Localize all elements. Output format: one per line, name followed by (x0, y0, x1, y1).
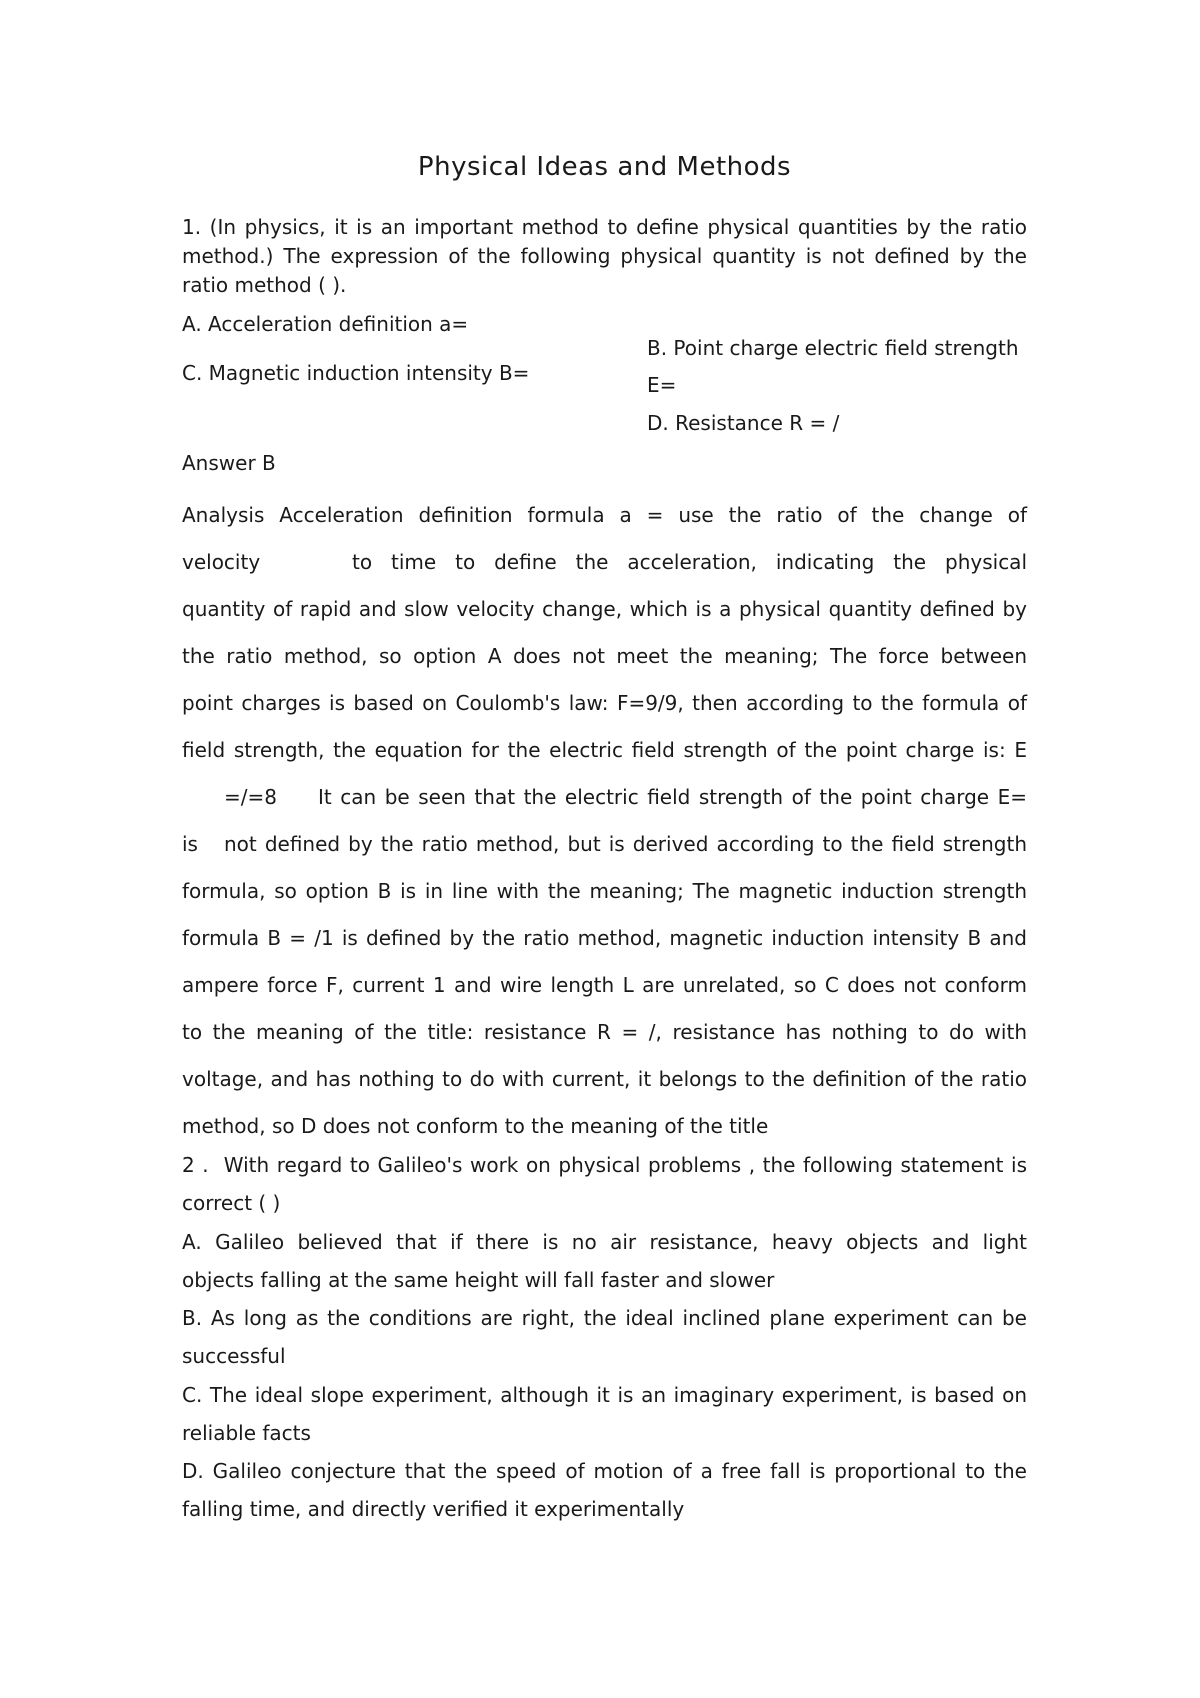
analysis-line-9: formula, so option B is in line with the meaning; The magnetic induction strength (182, 879, 1027, 903)
q2-stem-line-1: 2 . With regard to Galileo's work on physical problems , the following statement is (182, 1153, 1027, 1177)
q2-option-d-line-1: D. Galileo conjecture that the speed of motion of a free fall is proportional to the (182, 1459, 1027, 1483)
analysis-line-4: the ratio method, so option A does not meet the meaning; The force between (182, 644, 1027, 668)
analysis-line-10: formula B = /1 is defined by the ratio method, magnetic induction intensity B and (182, 926, 1027, 950)
analysis-line-12: to the meaning of the title: resistance R = /, resistance has nothing to do with (182, 1020, 1027, 1044)
q1-stem-line-2: method.) The expression of the following physical quantity is not defined by the (182, 244, 1027, 268)
analysis-line-7b: It can be seen that the electric field strength of the point charge E= (318, 785, 1027, 809)
q1-option-a: A. Acceleration definition a= (182, 312, 469, 336)
q2-option-b-line-1: B. As long as the conditions are right, the ideal inclined plane experiment can be (182, 1306, 1027, 1330)
analysis-line-14: method, so D does not conform to the meaning of the title (182, 1114, 769, 1138)
analysis-line-8b: not defined by the ratio method, but is derived according to the field strength (224, 832, 1027, 856)
q2-option-a-line-1: A. Galileo believed that if there is no air resistance, heavy objects and light (182, 1230, 1027, 1254)
q1-stem-line-3: ratio method ( ). (182, 273, 347, 297)
q1-stem-line-1: 1. (In physics, it is an important method to define physical quantities by the ratio (182, 215, 1027, 239)
analysis-line-3: quantity of rapid and slow velocity change, which is a physical quantity defined by (182, 597, 1027, 621)
analysis-line-8a: is (182, 832, 198, 856)
q1-option-c: C. Magnetic induction intensity B= (182, 361, 530, 385)
q2-option-c-line-2: reliable facts (182, 1421, 311, 1445)
q1-answer: Answer B (182, 451, 276, 475)
page-title: Physical Ideas and Methods (417, 152, 792, 182)
analysis-line-2b: to time to define the acceleration, indicating the physical (352, 550, 1027, 574)
analysis-line-6: field strength, the equation for the electric field strength of the point charge is: E (182, 738, 1027, 762)
q2-stem-line-2: correct ( ) (182, 1191, 281, 1215)
analysis-line-7a: =/=8 (224, 785, 277, 809)
q1-option-b-line-1: B. Point charge electric field strength (647, 336, 1019, 360)
q2-option-b-line-2: successful (182, 1344, 286, 1368)
q1-option-b-line-2: E= (647, 373, 677, 397)
analysis-line-5: point charges is based on Coulomb's law: F=9/9, then according to the formula of (182, 691, 1027, 715)
analysis-line-2a: velocity (182, 550, 261, 574)
q2-option-a-line-2: objects falling at the same height will fall faster and slower (182, 1268, 775, 1292)
analysis-line-13: voltage, and has nothing to do with current, it belongs to the definition of the ratio (182, 1067, 1027, 1091)
q2-option-c-line-1: C. The ideal slope experiment, although it is an imaginary experiment, is based on (182, 1383, 1027, 1407)
analysis-line-1: Analysis Acceleration definition formula a = use the ratio of the change of (182, 503, 1027, 527)
q2-option-d-line-2: falling time, and directly verified it experimentally (182, 1497, 685, 1521)
analysis-line-11: ampere force F, current 1 and wire length L are unrelated, so C does not conform (182, 973, 1027, 997)
q1-option-d: D. Resistance R = / (647, 411, 840, 435)
